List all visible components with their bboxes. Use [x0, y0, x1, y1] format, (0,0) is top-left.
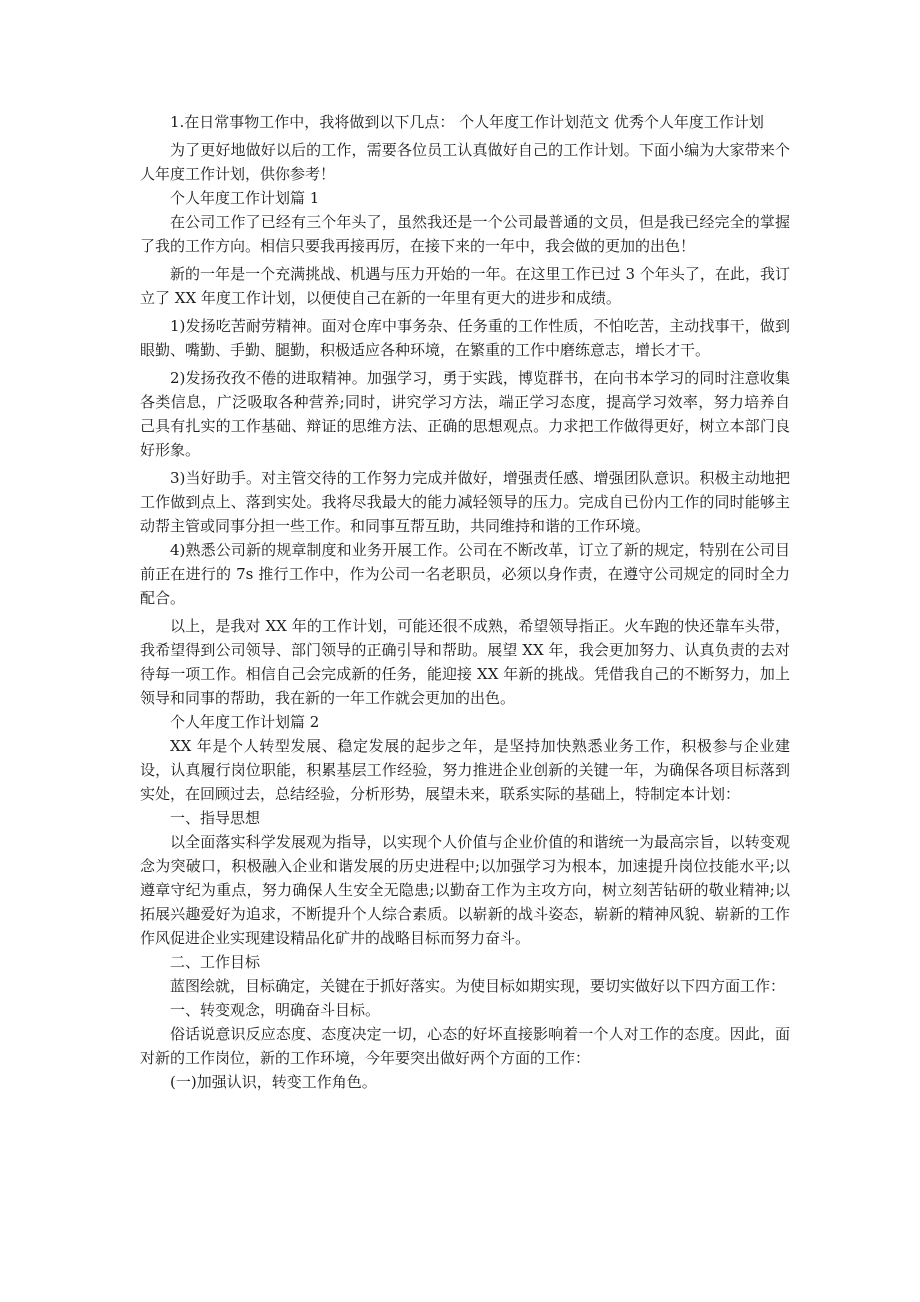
paragraph-conclusion: 以上，是我对 XX 年的工作计划，可能还很不成熟，希望领导指正。火车跑的快还靠车头带，我希望得到公司领导、部门领导的正确引导和帮助。展望 XX 年，我会更加努力、认真负责的去对待每一项工作。相信自己会完成新的任务，能迎接 XX 年新的挑战。凭借我自己的不断努力，加上领导和同事的帮助，我在新的一年工作就会更加的出色。	[140, 617, 790, 707]
paragraph-body: 以全面落实科学发展观为指导，以实现个人价值与企业价值的和谐统一为最高宗旨，以转变观念为突破口，积极融入企业和谐发展的历史进程中;以加强学习为根本，加速提升岗位技能水平;以遵章守纪为重点，努力确保人生安全无隐患;以勤奋工作为主攻方向，树立刻苦钻研的敬业精神;以拓展兴趣爱好为追求，不断提升个人综合素质。以崭新的战斗姿态，崭新的精神风貌、崭新的工作作风促进企业实现建设精品化矿井的战略目标而努力奋斗。	[140, 833, 790, 947]
paragraph-item-2: 2)发扬孜孜不倦的进取精神。加强学习，勇于实践，博览群书，在向书本学习的同时注意收集各类信息，广泛吸取各种营养;同时，讲究学习方法，端正学习态度，提高学习效率，努力培养自己具有扎实的工作基础、辩证的思维方法、正确的思想观点。力求把工作做得更好，树立本部门良好形象。	[140, 369, 790, 459]
subheading-change-mindset: 一、转变观念，明确奋斗目标。	[170, 1001, 381, 1019]
paragraph-body: 俗话说意识反应态度、态度决定一切，心态的好坏直接影响着一个人对工作的态度。因此，面对新的工作岗位，新的工作环境，今年要突出做好两个方面的工作：	[140, 1025, 790, 1067]
subheading-guiding-ideology: 一、指导思想	[170, 809, 261, 827]
paragraph-item-4: 4)熟悉公司新的规章制度和业务开展工作。公司在不断改革，订立了新的规定，特别在公司目前正在进行的 7s 推行工作中，作为公司一名老职员，必须以身作责，在遵守公司规定的同时全力配合。	[140, 541, 790, 607]
paragraph-body: 新的一年是一个充满挑战、机遇与压力开始的一年。在这里工作已过 3 个年头了，在此，我订立了 XX 年度工作计划，以便使自己在新的一年里有更大的进步和成绩。	[140, 265, 790, 307]
paragraph-item-3: 3)当好助手。对主管交待的工作努力完成并做好，增强责任感、增强团队意识。积极主动地把工作做到点上、落到实处。我将尽我最大的能力减轻领导的压力。完成自已份内工作的同时能够主动帮主管或同事分担一些工作。和同事互帮互助，共同维持和谐的工作环境。	[140, 469, 790, 535]
paragraph-body: 蓝图绘就，目标确定，关键在于抓好落实。为使目标如期实现，要切实做好以下四方面工作：	[170, 977, 786, 995]
section-heading-plan-1: 个人年度工作计划篇 1	[170, 189, 320, 207]
paragraph-item-1: 1)发扬吃苦耐劳精神。面对仓库中事务杂、任务重的工作性质，不怕吃苦，主动找事干，做到眼勤、嘴勤、手勤、腿勤，积极适应各种环境，在繁重的工作中磨练意志，增长才干。	[140, 317, 790, 359]
document-page	[140, 110, 790, 1094]
subheading-work-goals: 二、工作目标	[170, 953, 261, 971]
section-heading-plan-2: 个人年度工作计划篇 2	[170, 713, 320, 731]
subheading-strengthen-awareness: (一)加强认识，转变工作角色。	[170, 1073, 377, 1091]
paragraph-preface: 为了更好地做好以后的工作，需要各位员工认真做好自己的工作计划。下面小编为大家带来个人年度工作计划，供你参考！	[140, 141, 790, 183]
paragraph-intro-line: 1.在日常事物工作中，我将做到以下几点： 个人年度工作计划范文 优秀个人年度工作计划	[170, 113, 764, 131]
paragraph-body: 在公司工作了已经有三个年头了，虽然我还是一个公司最普通的文员，但是我已经完全的掌握了我的工作方向。相信只要我再接再厉，在接下来的一年中，我会做的更加的出色！	[140, 213, 790, 255]
paragraph-body: XX 年是个人转型发展、稳定发展的起步之年，是坚持加快熟悉业务工作，积极参与企业建设，认真履行岗位职能，积累基层工作经验，努力推进企业创新的关键一年，为确保各项目标落到实处，在回顾过去，总结经验，分析形势，展望未来，联系实际的基础上，特制定本计划：	[140, 737, 790, 803]
